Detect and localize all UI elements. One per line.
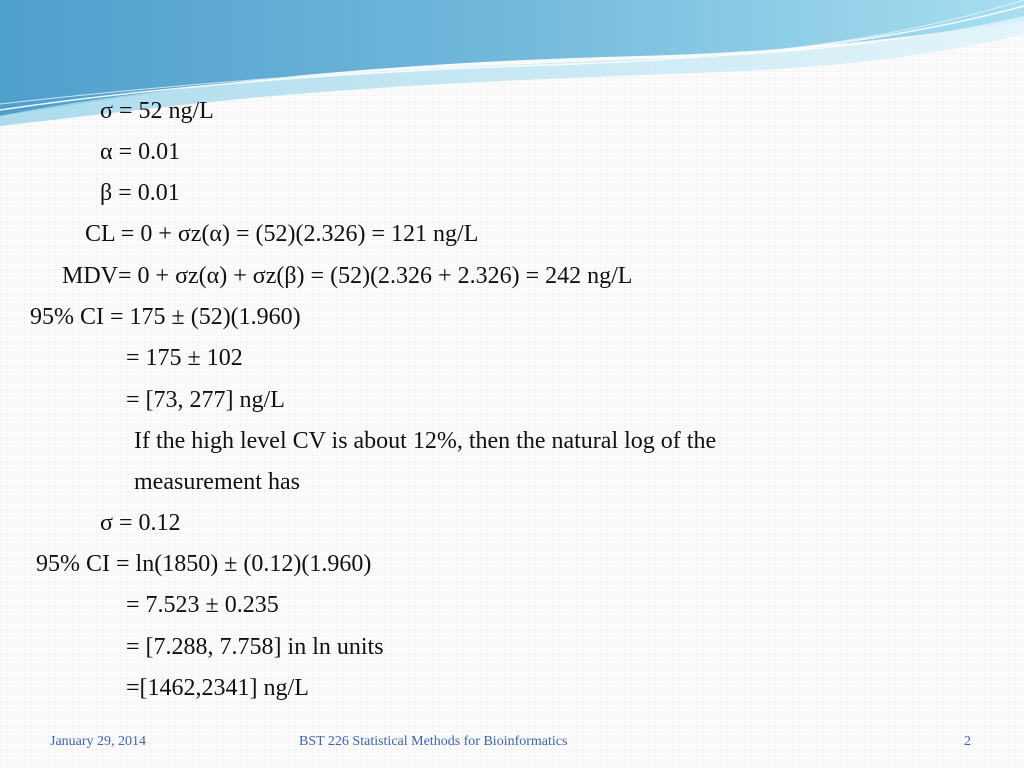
cv-text-2: measurement has (134, 469, 300, 495)
footer-date: January 29, 2014 (50, 734, 147, 749)
footer-page-number: 2 (964, 734, 971, 749)
alpha-line: α = 0.01 (100, 139, 181, 165)
footer-course-title: BST 226 Statistical Methods for Bioinformatics (299, 734, 568, 749)
mdv-formula: MDV= 0 + σz(α) + σz(β) = (52)(2.326 + 2.326) = 242 ng/L (62, 263, 633, 289)
log-ci-result: = [7.288, 7.758] in ln units (126, 634, 384, 660)
ci-result: = [73, 277] ng/L (126, 387, 285, 413)
beta-line: β = 0.01 (100, 180, 180, 206)
sigma-log-line: σ = 0.12 (100, 510, 181, 536)
sigma-line: σ = 52 ng/L (100, 98, 214, 124)
cl-formula: CL = 0 + σz(α) = (52)(2.326) = 121 ng/L (85, 221, 479, 247)
ci-ng-result: =[1462,2341] ng/L (126, 675, 309, 701)
ci-formula: 95% CI = 175 ± (52)(1.960) (30, 304, 301, 330)
log-ci-formula: 95% CI = ln(1850) ± (0.12)(1.960) (36, 551, 372, 577)
ci-step-1: = 175 ± 102 (126, 345, 243, 371)
log-ci-step: = 7.523 ± 0.235 (126, 592, 279, 618)
cv-text-1: If the high level CV is about 12%, then the natural log of the (134, 428, 717, 454)
